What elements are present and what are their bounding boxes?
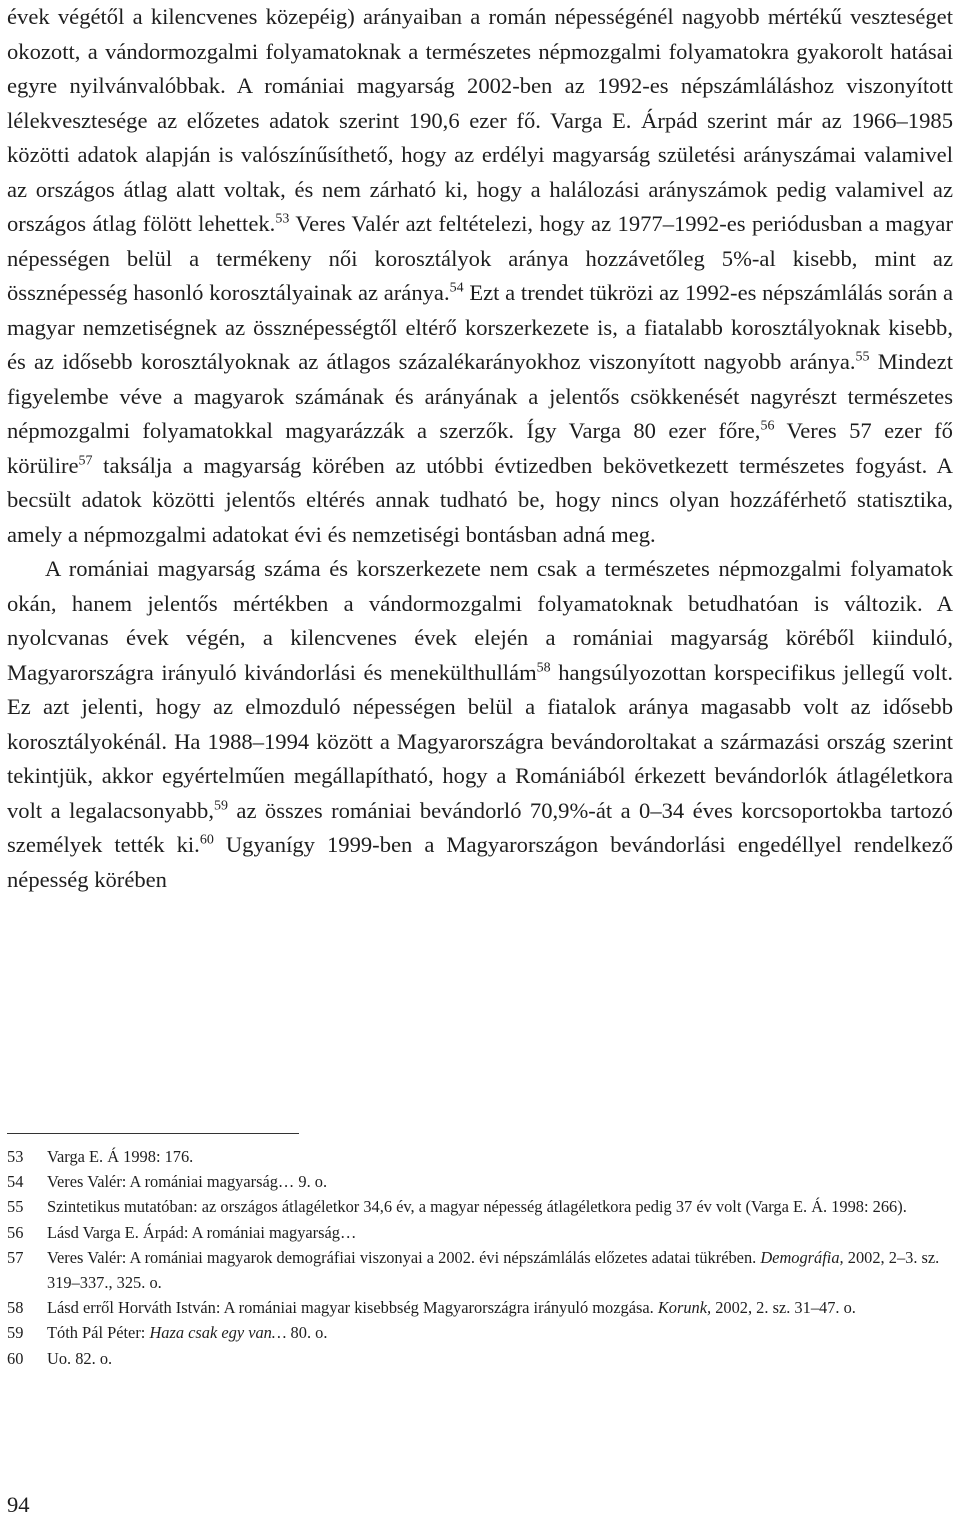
footnote-text-part: 2002, 2. sz. 31–47. o. [711, 1298, 856, 1318]
footnote-ref-58[interactable]: 58 [536, 659, 551, 675]
journal-title: Demográfia, [760, 1247, 844, 1267]
footnote-60 [7, 1346, 953, 1371]
footnote-text: Varga E. Á 1998: 176. [47, 1147, 194, 1166]
footnote-text-part: 80. o. [286, 1323, 328, 1343]
footnote-ref-56[interactable]: 56 [760, 418, 775, 434]
paragraph-text: taksálja a magyarság körében az utóbbi évtizedben bekövetkezett természetes fogyást. A becsült adatok közötti jelentős eltérés annak tudható be, hogy nincs olyan hozzáférhető statisztika, amely a népmozgalmi adatokat évi és nemzetiségi bontásban adná meg. [7, 452, 953, 547]
footnote-number: 53 [7, 1147, 24, 1166]
footnote-ref-53[interactable]: 53 [275, 211, 290, 227]
paragraph-text: az összes romániai bevándorló 70,9%-át a 0–34 éves korcsoportokba tartozó személyek tették ki. [7, 797, 953, 857]
footnote-number: 57 [7, 1247, 24, 1267]
footnotes [7, 1144, 953, 1371]
paragraph-text: hangsúlyozottan korspecifikus jellegű volt. Ez azt jelenti, hogy az elmozduló népességen belül a fiatalok aránya magasabb volt az idősebb korosztályokénál. Ha 1988–1994 között a Magyarországra bevándoroltakat a származási ország szerint tekintjük, akkor egyértelműen megállapítható, hogy a Romániából érkezett bevándorlók átlagéletkora volt a legalacsonyabb, [7, 659, 953, 823]
footnote-number: 60 [7, 1348, 24, 1368]
footnote-number: 58 [7, 1298, 24, 1318]
book-title: Haza csak egy van… [149, 1323, 287, 1343]
footnote-text-part: Lásd erről Horváth István: A romániai magyar kisebbség Magyarországra irányuló mozgása. [47, 1298, 658, 1318]
footnote-ref-59[interactable]: 59 [213, 797, 228, 813]
footnote-text [47, 1245, 953, 1295]
paragraph-text: Veres 57 ezer fő körülire [7, 418, 953, 478]
page-number: 94 [7, 1492, 30, 1517]
footnote-ref-55[interactable]: 55 [855, 349, 870, 365]
paragraph-text: Veres Valér azt feltételezi, hogy az 1977–1992-es periódusban a magyar népességen belül a termékeny női korosztályok aránya hozzávetőleg 5%-al kisebb, mint az össznépesség hasonló korosztályainak az aránya. [7, 211, 953, 305]
footnote-text: Uo. 82. o. [47, 1348, 113, 1368]
journal-title: Korunk, [657, 1298, 712, 1318]
paragraph-2 [7, 552, 953, 897]
footnote-55 [7, 1194, 953, 1219]
paragraph-1 [7, 0, 953, 552]
paragraph-text: évek végétől a kilencvenes közepéig) arányaiban a román népességénél nagyobb mértékű veszteséget okozott, a vándormozgalmi folyamatoknak a természetes népmozgalmi folyamatokra gyakorolt hatásai egyre nyilvánvalóbbak. A romániai magyarság 2002-ben az 1992-es népszámláláshoz viszonyított lélekvesztesége az előzetes adatok szerint 190,6 ezer fő. Varga E. Árpád szerint már az 1966–1985 közötti adatok alapján is valószínűsíthető, hogy az erdélyi magyarság születési arányszámai valamivel az országos átlag alatt voltak, és nem zárható ki, hogy a halálozási arányszámok pedig valamivel az országos átlag fölött lehettek. [7, 4, 953, 236]
footnote-text [47, 1295, 953, 1320]
paragraph-text: A romániai magyarság száma és korszerkezete nem csak a természetes népmozgalmi folyamatok okán, hanem jelentős mértékben a vándormozgalmi folyamatoknak betudhatóan is változik. A nyolcvanas évek végén, a kilencvenes évek elején a romániai magyarság köréből kiinduló, Magyarországra irányuló kivándorlási és menekülthullám [7, 556, 953, 685]
paragraph-text: Ezt a trendet tükrözi az 1992-es népszámlálás során a magyar nemzetiségnek az össznépességtől eltérő korszerkezete is, a fiatalabb korosztályoknak kisebb, és az idősebb korosztályoknak az átlagos százalékarányokhoz viszonyított nagyobb aránya. [7, 280, 953, 374]
footnote-text [47, 1320, 953, 1345]
footnote-number: 56 [7, 1222, 24, 1242]
footnote-text: Lásd Varga E. Árpád: A romániai magyarság… [47, 1222, 357, 1242]
footnote-text-part: 2002, 2–3. sz. 319–337., 325. o. [47, 1247, 940, 1293]
footnote-text: Szintetikus mutatóban: az országos átlagéletkor 34,6 év, a magyar népesség átlagéletkora pedig 37 év volt (Varga E. Á. 1998: 266). [47, 1197, 907, 1217]
footnote-text-part: Veres Valér: A romániai magyarok demográfiai viszonyai a 2002. évi népszámlálás előzetes adatai tükrében. [47, 1247, 761, 1267]
footnote-number: 59 [7, 1323, 24, 1343]
footnote-ref-60[interactable]: 60 [199, 832, 214, 848]
footnote-54 [7, 1169, 953, 1194]
footnote-divider [7, 1133, 299, 1134]
footnote-number: 55 [7, 1197, 24, 1217]
paragraph-text: Mindezt figyelembe véve a magyarok számának és arányának a jelentős csökkenését nagyrészt természetes népmozgalmi folyamatokkal magyarázzák a szerzők. Így Varga 80 ezer főre, [7, 349, 953, 443]
footnote-56 [7, 1220, 953, 1245]
footnote-text-part: Tóth Pál Péter: [47, 1323, 150, 1343]
footnote-text: Veres Valér: A romániai magyarság… 9. o. [47, 1172, 328, 1192]
footnote-58 [7, 1295, 953, 1320]
main-text [7, 0, 953, 897]
paragraph-text: Ugyanígy 1999-ben a Magyarországon bevándorlási engedéllyel rendelkező népesség körében [7, 832, 953, 892]
footnote-number: 54 [7, 1172, 24, 1192]
footnote-57 [7, 1245, 953, 1295]
footnote-ref-54[interactable]: 54 [449, 280, 464, 296]
footnote-ref-57[interactable]: 57 [78, 452, 93, 468]
footnote-53 [7, 1144, 953, 1169]
footnote-59 [7, 1320, 953, 1345]
